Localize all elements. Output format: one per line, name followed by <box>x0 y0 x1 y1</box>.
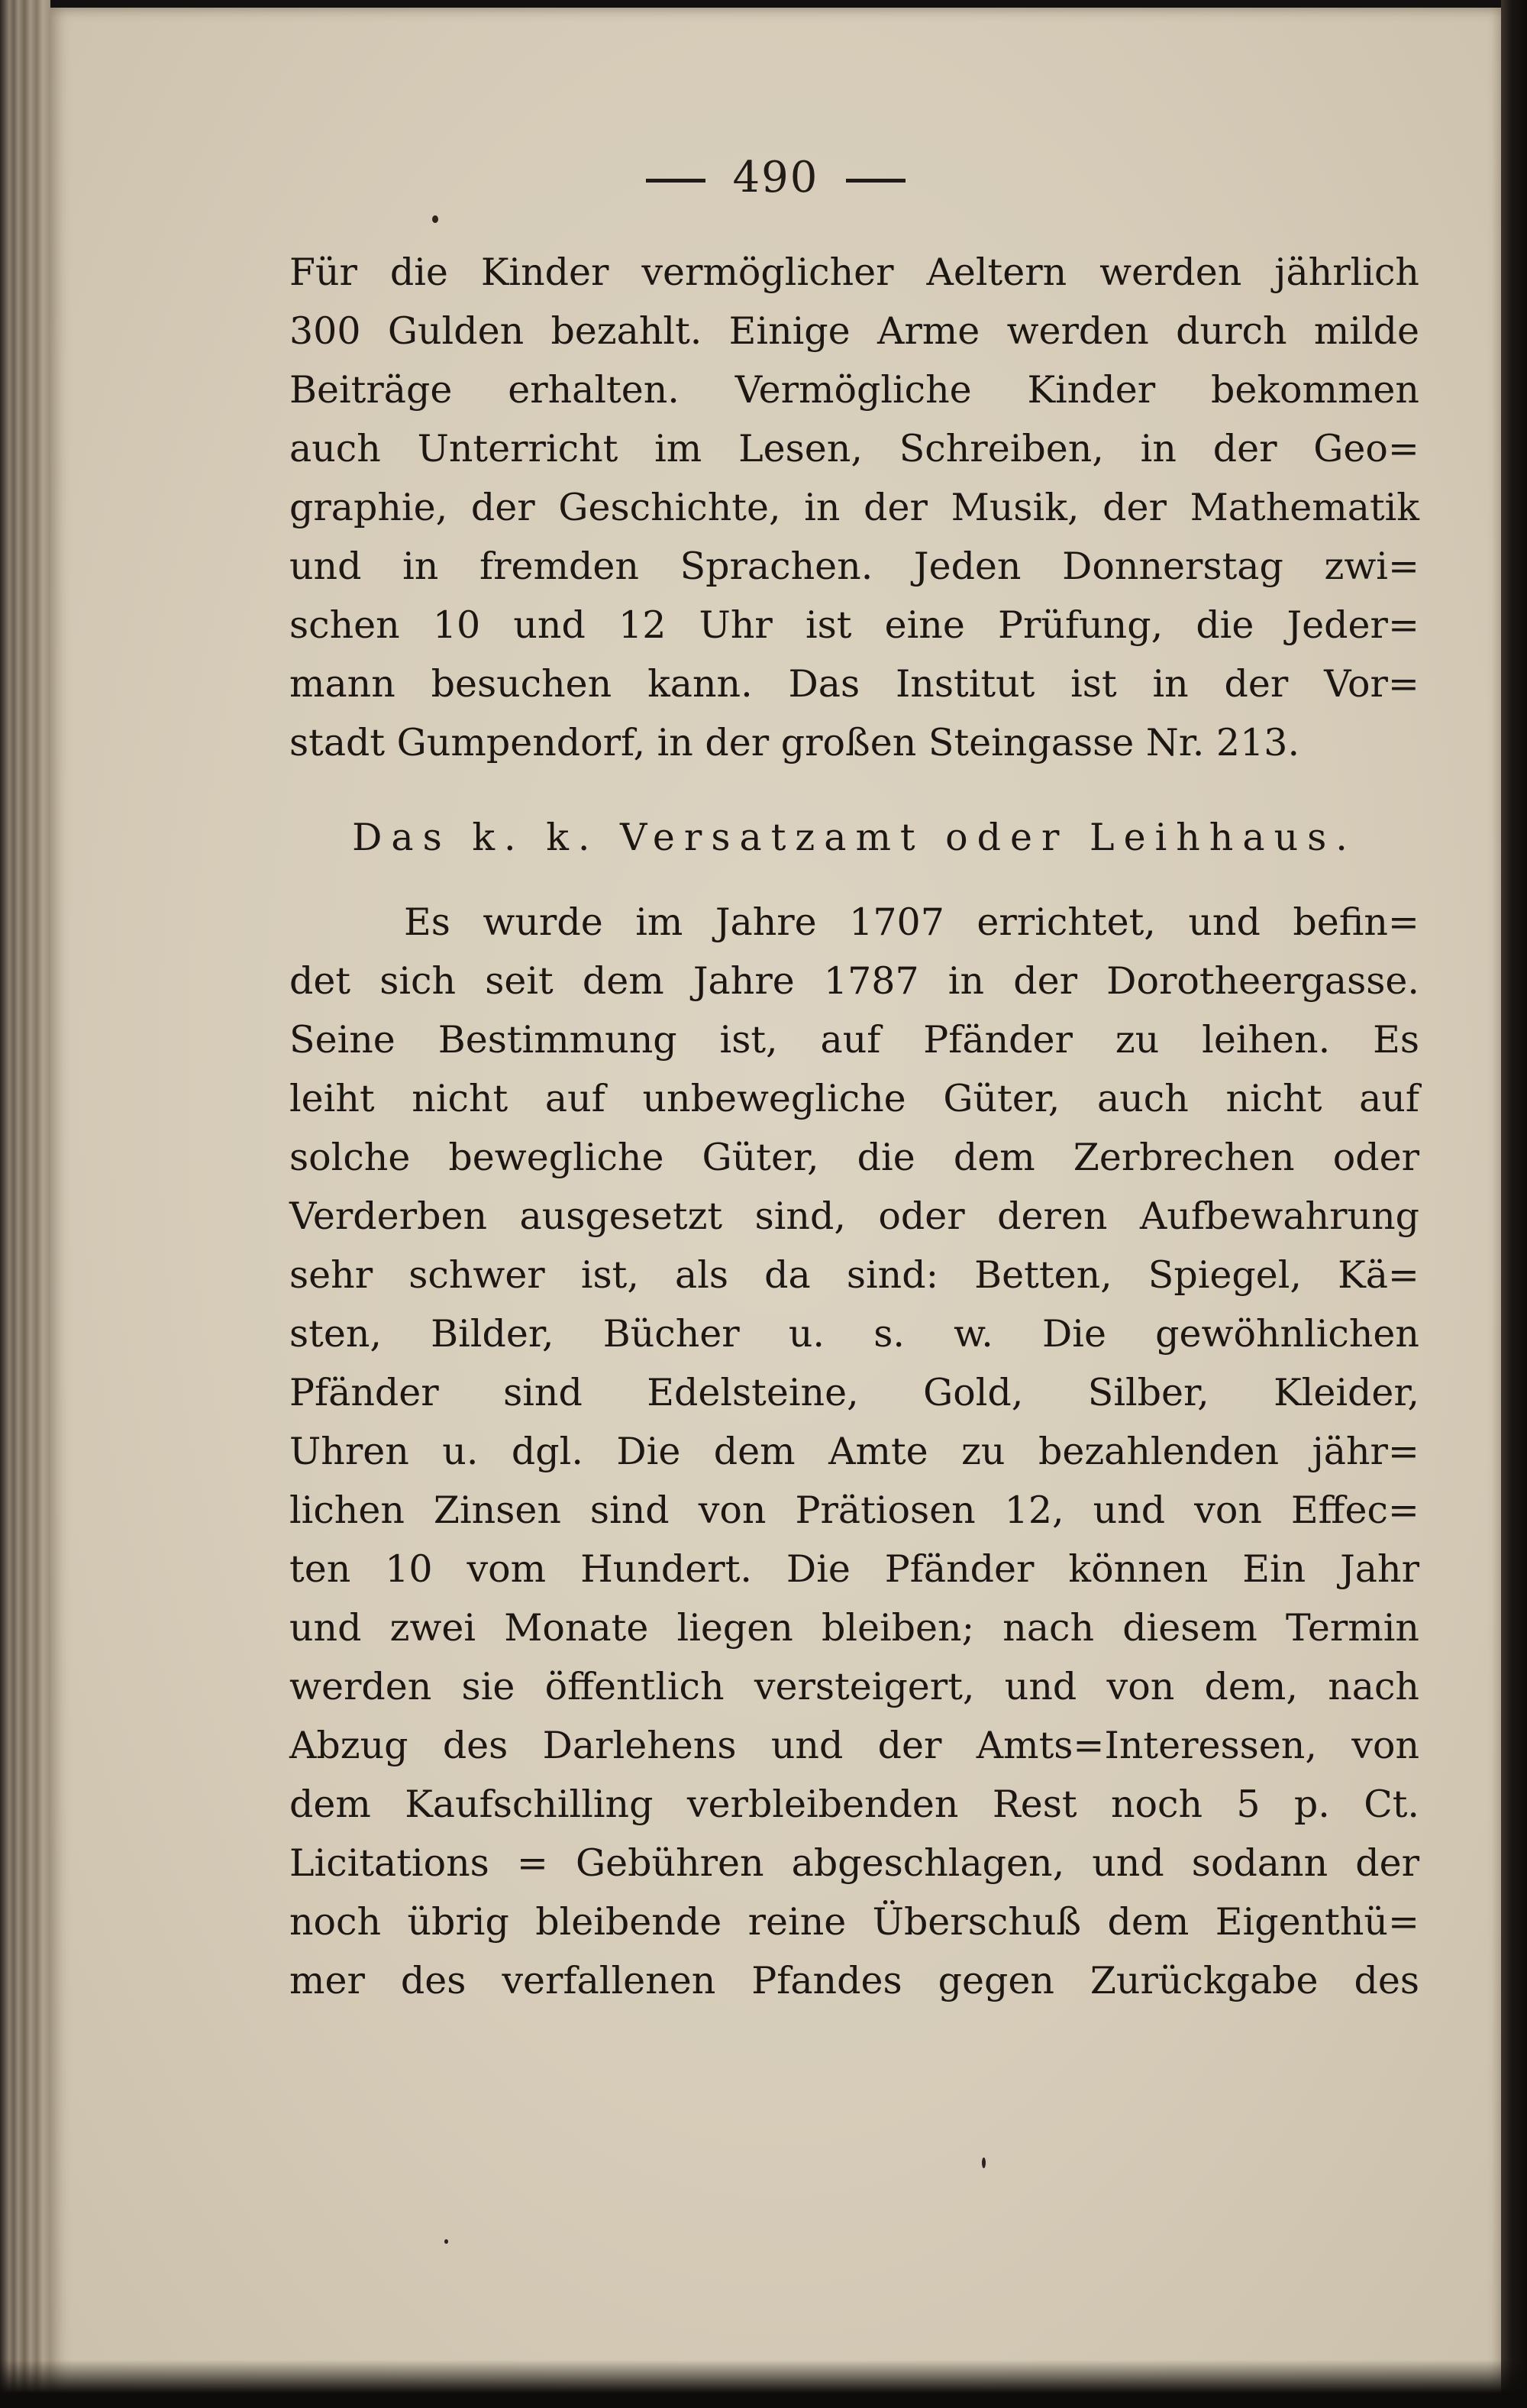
text-line: Für die Kinder vermöglicher Aeltern werden jährlich <box>289 250 1419 294</box>
text-line: und in fremden Sprachen. Jeden Donnerstag zwi= <box>289 545 1419 588</box>
text-line: mann besuchen kann. Das Institut ist in der Vor= <box>289 662 1419 706</box>
text-line: Es wurde im Jahre 1707 errichtet, und befin= <box>404 900 1419 944</box>
scan-right-edge <box>1501 0 1527 2408</box>
text-line: graphie, der Geschichte, in der Musik, der Mathematik <box>289 486 1419 529</box>
text-line: sehr schwer ist, als da sind: Betten, Spiegel, Kä= <box>289 1253 1419 1297</box>
book-page <box>50 8 1501 2394</box>
text-line: 300 Gulden bezahlt. Einige Arme werden durch milde <box>289 309 1419 353</box>
text-line: auch Unterricht im Lesen, Schreiben, in der Geo= <box>289 427 1419 470</box>
text-line: solche bewegliche Güter, die dem Zerbrechen oder <box>289 1136 1419 1179</box>
text-line: Abzug des Darlehens und der Amts=Interessen, von <box>289 1724 1419 1767</box>
text-line: sten, Bilder, Bücher u. s. w. Die gewöhnlichen <box>289 1312 1419 1356</box>
header-dash-right <box>846 179 906 183</box>
text-line: und zwei Monate liegen bleiben; nach diesem Termin <box>289 1606 1419 1650</box>
page-number: 490 <box>732 153 819 202</box>
scan-bottom-edge <box>0 2360 1527 2408</box>
text-line: Pfänder sind Edelsteine, Gold, Silber, Kleider, <box>289 1371 1419 1414</box>
paper-speck <box>444 2239 448 2244</box>
text-line: schen 10 und 12 Uhr ist eine Prüfung, die Jeder= <box>289 603 1419 647</box>
text-line: Licitations = Gebühren abgeschlagen, und sodann der <box>289 1841 1419 1885</box>
text-line: lichen Zinsen sind von Prätiosen 12, und von Effec= <box>289 1488 1419 1532</box>
header-dash-left <box>646 179 705 183</box>
text-line: Uhren u. dgl. Die dem Amte zu bezahlenden jähr= <box>289 1430 1419 1473</box>
text-line: Beiträge erhalten. Vermögliche Kinder bekommen <box>289 368 1419 412</box>
paper-speck <box>432 215 438 223</box>
text-line: Verderben ausgesetzt sind, oder deren Aufbewahrung <box>289 1194 1419 1238</box>
text-line: mer des verfallenen Pfandes gegen Zurückgabe des <box>289 1959 1419 2002</box>
text-line: werden sie öffentlich versteigert, und von dem, nach <box>289 1665 1419 1708</box>
text-line: dem Kaufschilling verbleibenden Rest noch 5 p. Ct. <box>289 1783 1419 1826</box>
section-heading: Das k. k. Versatzamt oder Leihhaus. <box>352 816 1357 859</box>
text-line: det sich seit dem Jahre 1787 in der Dorotheergasse. <box>289 959 1419 1003</box>
paper-speck <box>982 2158 986 2168</box>
text-line: Seine Bestimmung ist, auf Pfänder zu leihen. Es <box>289 1018 1419 1062</box>
text-line: stadt Gumpendorf, in der großen Steingasse Nr. 213. <box>289 721 1300 764</box>
book-binding-edge <box>0 0 50 2408</box>
page-header <box>50 153 1501 202</box>
text-line: leiht nicht auf unbewegliche Güter, auch nicht auf <box>289 1077 1419 1120</box>
text-line: ten 10 vom Hundert. Die Pfänder können Ein Jahr <box>289 1547 1419 1591</box>
text-line: noch übrig bleibende reine Überschuß dem Eigenthü= <box>289 1900 1419 1944</box>
